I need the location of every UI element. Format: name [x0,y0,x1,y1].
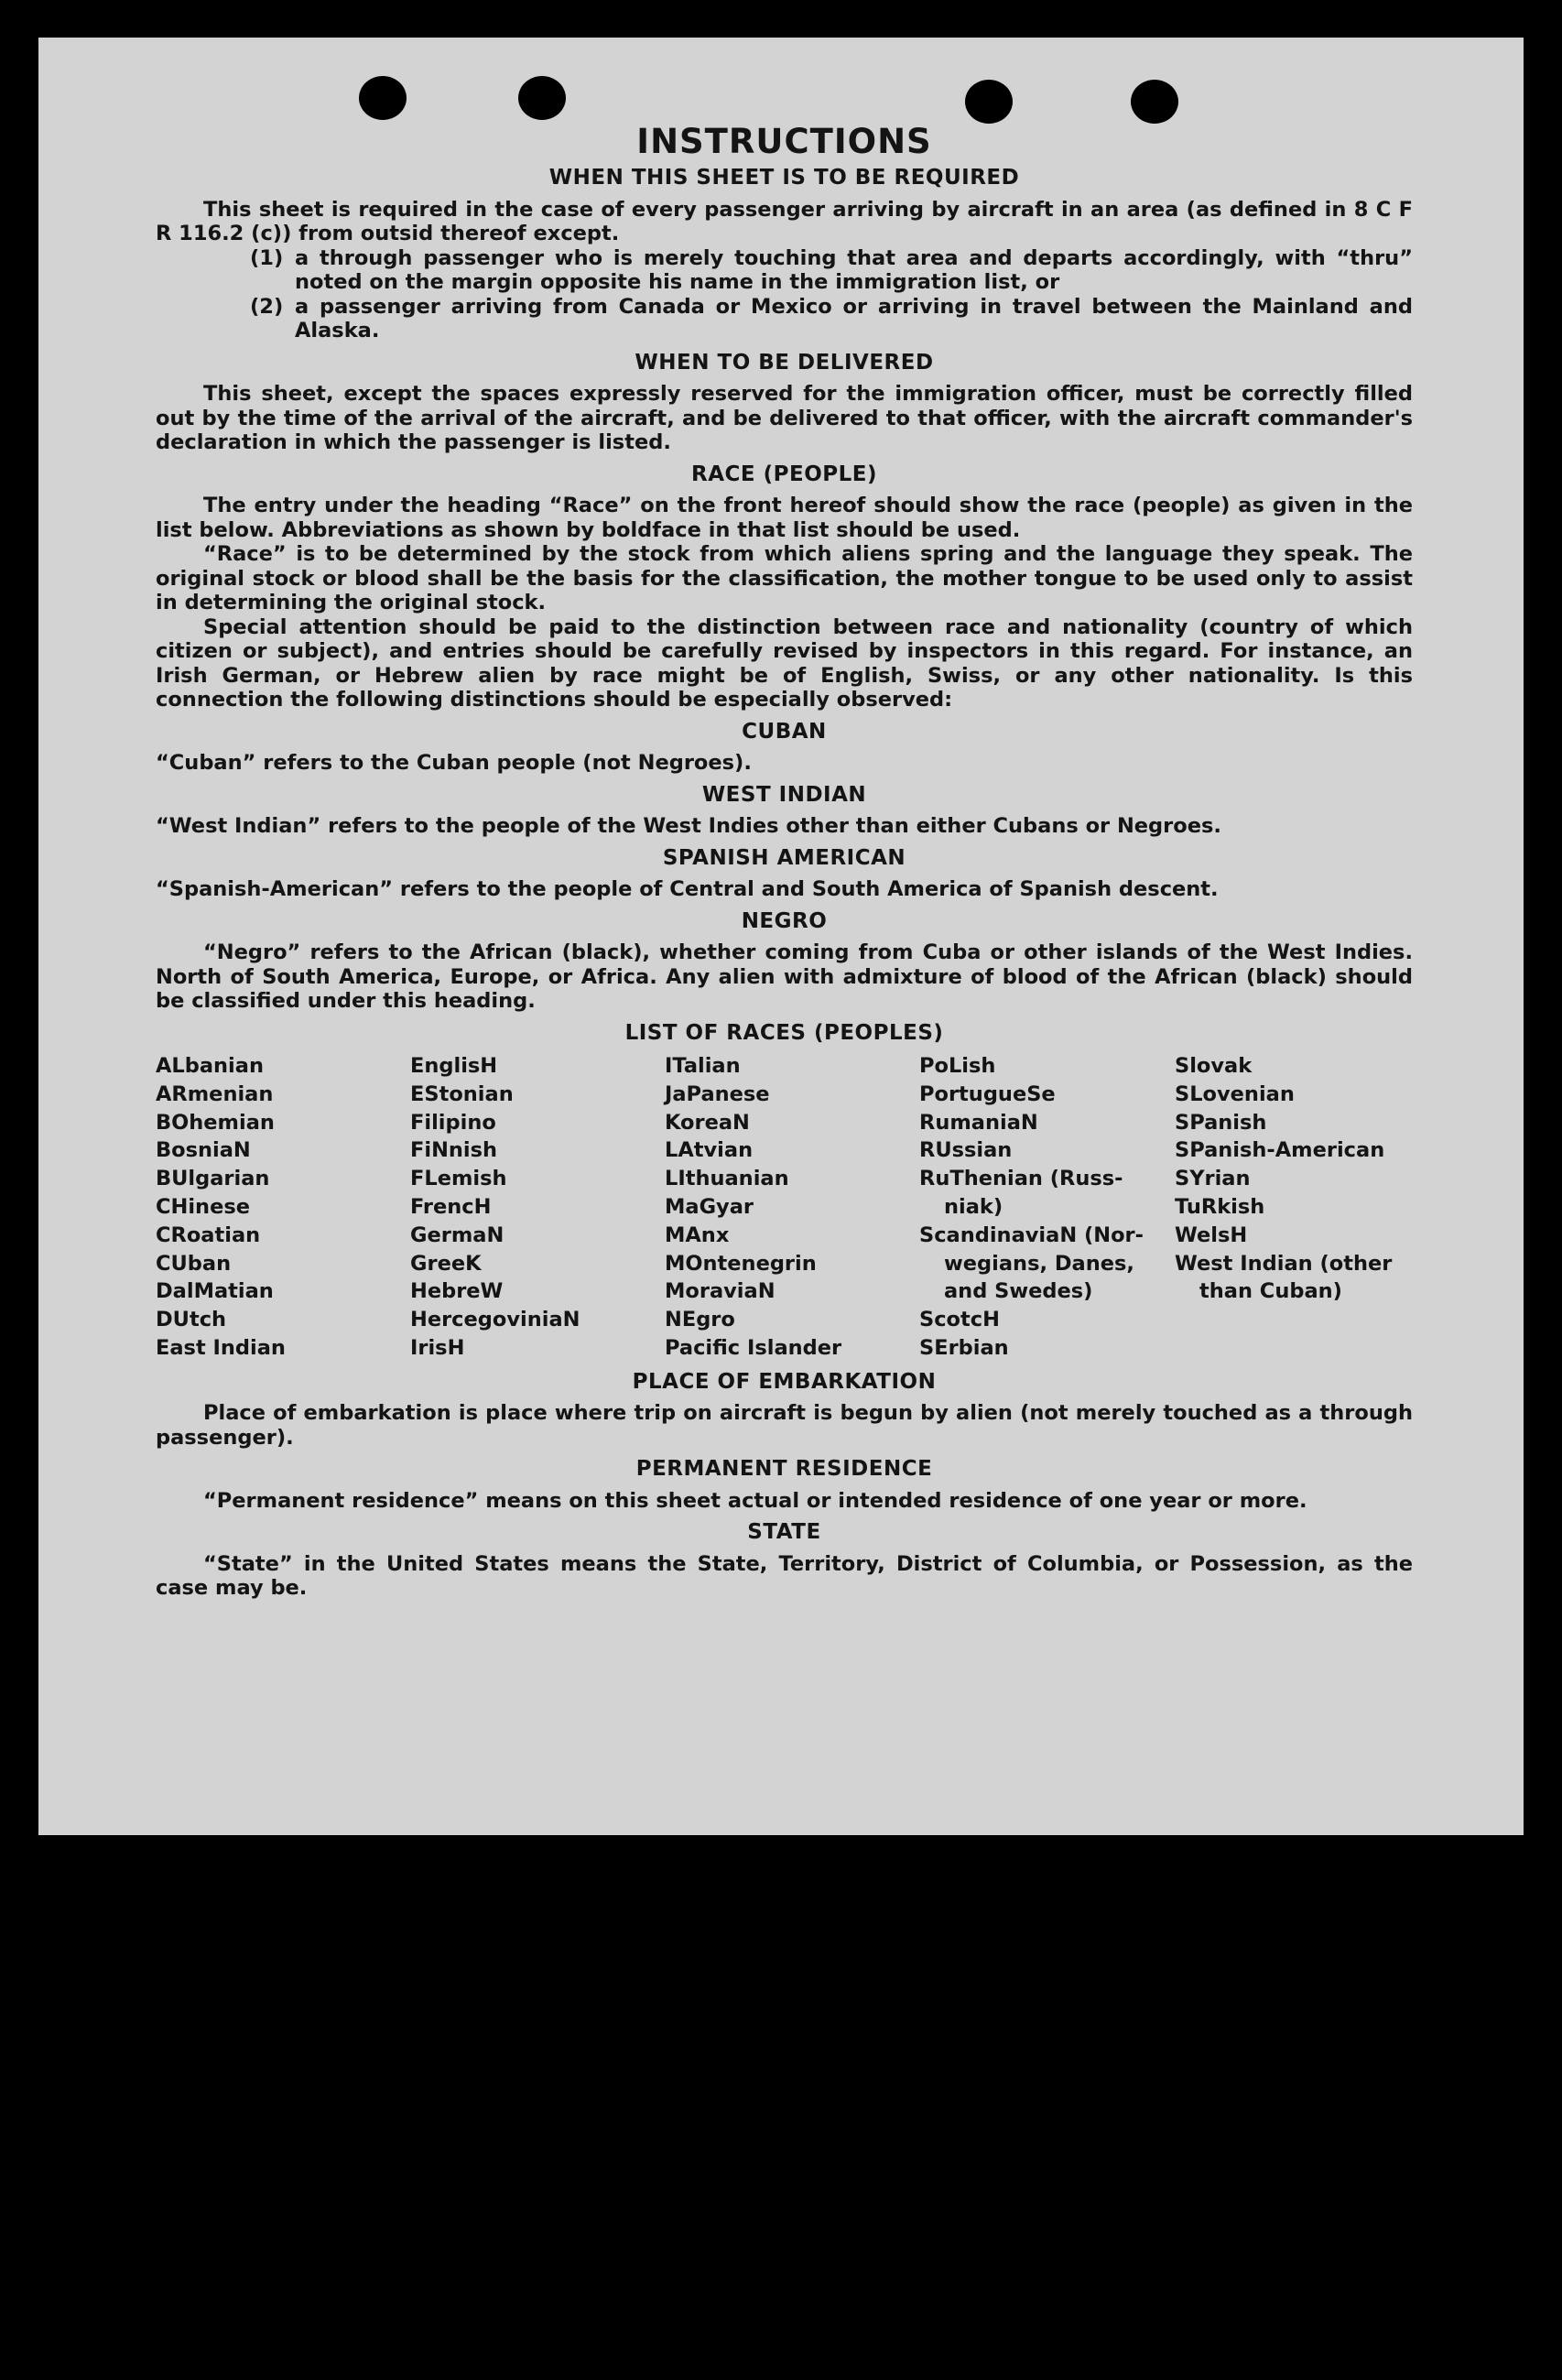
race-item: PoLish [919,1054,996,1078]
races-column-4 [919,1052,1175,1363]
heading-negro: NEGRO [741,908,828,933]
race-item: CHinese [156,1194,250,1219]
race-item: GreeK [410,1251,482,1276]
race-item: WelsH [1175,1223,1248,1247]
race-item: TuRkish [1175,1194,1265,1219]
race-item: CRoatian [156,1223,261,1247]
race-item-continuation: niak) [944,1194,1003,1219]
heading-cuban: CUBAN [742,719,827,744]
race-item: CUban [156,1251,232,1276]
race-item: West Indian (other [1175,1251,1393,1276]
race-item: HebreW [410,1279,504,1304]
heading-place-of-embarkation: PLACE OF EMBARKATION [632,1369,937,1394]
heading-when-required: WHEN THIS SHEET IS TO BE REQUIRED [548,166,1020,190]
race-item: FLemish [410,1167,507,1191]
race-item: BOhemian [156,1110,275,1135]
state-text: “State” in the United States means the State, Territory, District of Columbia, or Possession, as the case may be. [156,1551,1413,1601]
heading-when-delivered: WHEN TO BE DELIVERED [635,350,934,375]
race-item: EStonian [410,1081,514,1106]
race-item: Slovak [1175,1054,1253,1078]
race-item-continuation: wegians, Danes, [944,1251,1134,1276]
race-item: JaPanese [665,1081,770,1106]
races-column-2 [410,1052,665,1363]
exception-item [156,295,1413,343]
race-item: East Indian [156,1335,286,1360]
embarkation-text: Place of embarkation is place where trip on aircraft is begun by alien (not merely touched as a through passenger). [156,1401,1413,1450]
race-item: ALbanian [156,1054,264,1078]
delivered-text: This sheet, except the spaces expressly reserved for the immigration officer, must be correctly filled out by the time of the arrival of the aircraft, and be delivered to that officer, with the aircraft commander's declaration in which the passenger is listed. [156,382,1413,454]
race-item: RUssian [919,1138,1013,1163]
race-item: HercegoviniaN [410,1308,580,1332]
race-item: ScandinaviaN (Nor- [919,1223,1144,1247]
heading-permanent-residence: PERMANENT RESIDENCE [635,1457,933,1482]
race-item: KoreaN [665,1110,750,1135]
cuban-text: “Cuban” refers to the Cuban people (not Negroes). [156,751,752,775]
punch-hole [518,76,566,120]
race-item: SPanish-American [1175,1138,1385,1163]
race-item-continuation: and Swedes) [944,1279,1093,1304]
race-item: FiNnish [410,1138,498,1163]
punch-hole [1131,80,1178,124]
race-item: SErbian [919,1335,1009,1360]
heading-list-of-races: LIST OF RACES (PEOPLES) [624,1020,944,1045]
races-column-3 [665,1052,919,1363]
race-paragraph-1: The entry under the heading “Race” on the front hereof should show the race (people) as given in the list below. Abbreviations as shown by boldface in that list should be used. [156,494,1413,542]
race-item: Pacific Islander [665,1335,842,1360]
race-item: MaGyar [665,1194,754,1219]
race-item: GermaN [410,1223,504,1247]
race-item: LIthuanian [665,1167,789,1191]
negro-text: “Negro” refers to the African (black), whether coming from Cuba or other islands of the West Indies. North of South America, Europe, or Africa. Any alien with admixture of blood of the African (black) should be classified under this heading. [156,940,1413,1013]
race-item: BosniaN [156,1138,251,1163]
page-title: INSTRUCTIONS [636,122,932,161]
instructions-content [156,122,1413,1601]
race-item: DUtch [156,1308,227,1332]
residence-text: “Permanent residence” means on this sheet actual or intended residence of one year or more. [203,1488,1307,1513]
exception-number: (1) [250,245,284,270]
race-item: ITalian [665,1054,741,1078]
race-item: RumaniaN [919,1110,1038,1135]
exception-number: (2) [250,294,284,319]
race-item: SYrian [1175,1167,1251,1191]
race-paragraph-2: “Race” is to be determined by the stock from which aliens spring and the language they speak. The original stock or blood shall be the basis for the classification, the mother tongue to be used only to assist in determining the original stock. [156,542,1413,614]
race-item: SPanish [1175,1110,1267,1135]
races-column-5 [1175,1052,1413,1363]
race-item: Filipino [410,1110,496,1135]
west-indian-text: “West Indian” refers to the people of the West Indies other than either Cubans or Negroes. [156,814,1221,838]
race-item: ScotcH [919,1308,1000,1332]
races-column-1 [156,1052,410,1363]
exception-text: a passenger arriving from Canada or Mexico or arriving in travel between the Mainland and Alaska. [295,294,1413,342]
exception-item [156,246,1413,295]
race-item: ARmenian [156,1081,274,1106]
race-item: MOntenegrin [665,1251,817,1276]
race-item: MoraviaN [665,1279,776,1304]
heading-spanish-american: SPANISH AMERICAN [662,845,906,870]
races-list [156,1052,1413,1363]
race-item: LAtvian [665,1138,754,1163]
punch-hole [359,76,407,120]
race-item-continuation: than Cuban) [1199,1279,1342,1304]
race-item: BUlgarian [156,1167,270,1191]
race-paragraph-3: Special attention should be paid to the distinction between race and nationality (country of which citizen or subject), and entries should be carefully revised by inspectors in this regard. For instance, an Irish German, or Hebrew alien by race might be of English, Swiss, or any other nationality. Is this connection the following distinctions should be especially observed: [156,614,1413,712]
required-intro: This sheet is required in the case of every passenger arriving by aircraft in an area (as defined in 8 C F R 116.2 (c)) from outsid thereof except. [156,197,1413,245]
race-item: EnglisH [410,1054,498,1078]
race-item: MAnx [665,1223,730,1247]
spanish-american-text: “Spanish-American” refers to the people of Central and South America of Spanish descent. [156,877,1219,901]
exception-text: a through passenger who is merely touching that area and departs accordingly, with “thru” noted on the margin opposite his name in the immigration list, or [295,245,1413,294]
race-item: RuThenian (Russ- [919,1167,1123,1191]
heading-state: STATE [747,1520,821,1545]
race-item: NEgro [665,1308,735,1332]
heading-race: RACE (PEOPLE) [691,462,877,486]
race-item: FrencH [410,1194,492,1219]
race-item: PortugueSe [919,1081,1056,1106]
race-item: IrisH [410,1335,465,1360]
document-page [38,38,1524,1835]
race-item: SLovenian [1175,1081,1295,1106]
heading-west-indian: WEST INDIAN [701,782,867,807]
punch-hole [965,80,1013,124]
race-item: DalMatian [156,1279,274,1304]
